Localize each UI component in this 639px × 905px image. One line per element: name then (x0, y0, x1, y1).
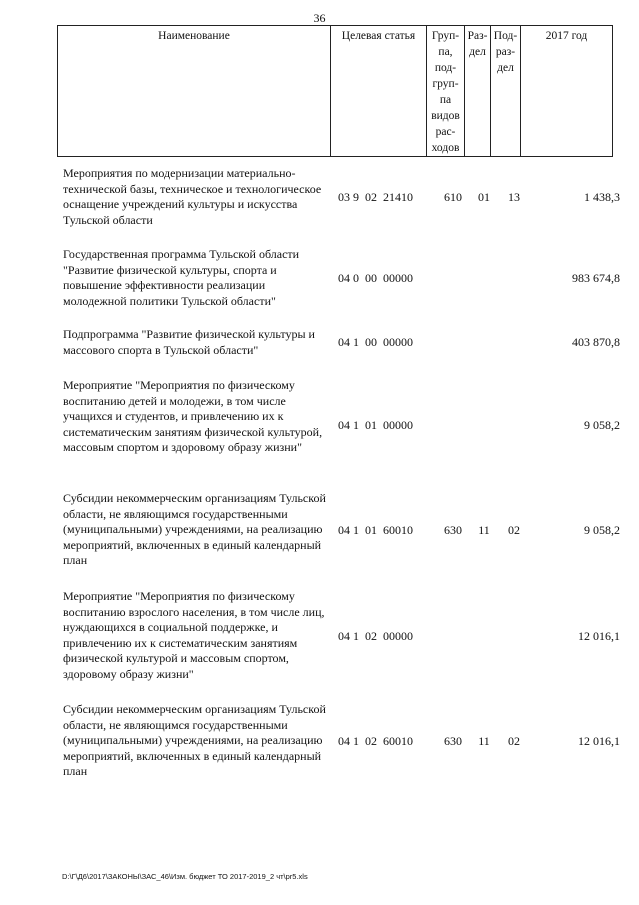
code-subprogram: 9 (353, 190, 359, 204)
header-subsection (491, 26, 521, 157)
header-group-line: па, (438, 46, 453, 58)
row-name: Мероприятия по модернизации материально-технической базы, техническое и технологическое оснащение учреждений культуры и искусства Тульской области (63, 166, 322, 227)
row-group: 630 (444, 734, 462, 748)
row-amount: 983 674,8 (572, 271, 620, 285)
code-program: 04 (338, 335, 350, 349)
header-subsection-line: раз- (495, 46, 516, 58)
code-subprogram: 1 (353, 335, 359, 349)
header-group-line: рас- (435, 126, 456, 138)
code-subprogram: 1 (353, 629, 359, 643)
code-direction: 00000 (383, 271, 413, 285)
code-direction: 00000 (383, 335, 413, 349)
code-program: 03 (338, 190, 350, 204)
header-name: Наименование (58, 26, 331, 157)
code-subprogram: 1 (353, 734, 359, 748)
header-group-line: видов (431, 110, 460, 122)
row-amount: 9 058,2 (584, 418, 620, 432)
header-subsection-line: дел (497, 62, 514, 74)
code-direction: 60010 (383, 734, 413, 748)
code-event: 02 (365, 734, 377, 748)
header-section-line: дел (469, 46, 486, 58)
row-name: Подпрограмма "Развитие физической культуры и массового спорта в Тульской области" (63, 327, 315, 357)
header-subsection-line: Под- (493, 30, 518, 42)
code-program: 04 (338, 271, 350, 285)
header-group-line: под- (434, 62, 457, 74)
code-program: 04 (338, 734, 350, 748)
row-amount: 12 016,1 (578, 629, 620, 643)
code-direction: 60010 (383, 523, 413, 537)
code-subprogram: 1 (353, 523, 359, 537)
row-amount: 9 058,2 (584, 523, 620, 537)
row-amount: 1 438,3 (584, 190, 620, 204)
header-year: 2017 год (521, 26, 613, 157)
header-section (465, 26, 491, 157)
row-section: 01 (478, 190, 490, 204)
row-target-code (338, 734, 413, 750)
code-subprogram: 0 (353, 271, 359, 285)
row-group: 610 (444, 190, 462, 204)
header-group-line: Груп- (431, 30, 460, 42)
code-event: 02 (365, 190, 377, 204)
header-group-line: груп- (432, 78, 459, 90)
row-target-code (338, 523, 413, 539)
code-event: 01 (365, 418, 377, 432)
header-target: Целевая статья (331, 26, 427, 157)
row-target-code (338, 418, 413, 434)
file-path-footer: D:\Г\Д6\2017\ЗАКОНЫ\ЗАС_46\Изм. бюджет ТО 2017-2019_2 чт\pr5.xls (62, 872, 308, 881)
row-name: Субсидии некоммерческим организациям Тульской области, не являющимся государственными (муниципальными) учреждениями, на реализацию мероприятий, включенных в единый календарный план (63, 702, 326, 779)
row-target-code (338, 271, 413, 287)
row-target-code (338, 629, 413, 645)
row-subsection: 02 (508, 734, 520, 748)
header-section-line: Раз- (467, 30, 488, 42)
row-subsection: 13 (508, 190, 520, 204)
header-group-line: ходов (431, 142, 460, 154)
code-program: 04 (338, 523, 350, 537)
row-name: Государственная программа Тульской области "Развитие физической культуры, спорта и повышение эффективности реализации молодежной политики Тульской области" (63, 247, 300, 308)
row-subsection: 02 (508, 523, 520, 537)
code-direction: 00000 (383, 418, 413, 432)
row-section: 11 (478, 523, 490, 537)
table-header (57, 25, 613, 157)
code-direction: 21410 (383, 190, 413, 204)
header-group-line: па (439, 94, 452, 106)
code-program: 04 (338, 629, 350, 643)
page-number: 36 (313, 11, 326, 25)
row-target-code (338, 190, 413, 206)
row-section: 11 (478, 734, 490, 748)
code-event: 00 (365, 271, 377, 285)
row-name: Мероприятие "Мероприятия по физическому воспитанию детей и молодежи, в том числе учащихся и студентов, и привлечению их к систематическим занятиям физической культурой, массовым спортом и здоровому образу жизни" (63, 378, 323, 455)
row-name: Субсидии некоммерческим организациям Тульской области, не являющимся государственными (муниципальными) учреждениями, на реализацию мероприятий, включенных в единый календарный план (63, 491, 326, 568)
code-program: 04 (338, 418, 350, 432)
code-event: 00 (365, 335, 377, 349)
code-event: 01 (365, 523, 377, 537)
row-group: 630 (444, 523, 462, 537)
code-direction: 00000 (383, 629, 413, 643)
row-amount: 403 870,8 (572, 335, 620, 349)
code-subprogram: 1 (353, 418, 359, 432)
code-event: 02 (365, 629, 377, 643)
row-amount: 12 016,1 (578, 734, 620, 748)
row-name: Мероприятие "Мероприятия по физическому воспитанию взрослого населения, в том числе лиц, нуждающихся в социальной поддержке, и привлечению их к систематическим занятиям физической культурой и массовым спортом, здоровому образу жизни" (63, 589, 325, 681)
row-target-code (338, 335, 413, 351)
header-group (427, 26, 465, 157)
